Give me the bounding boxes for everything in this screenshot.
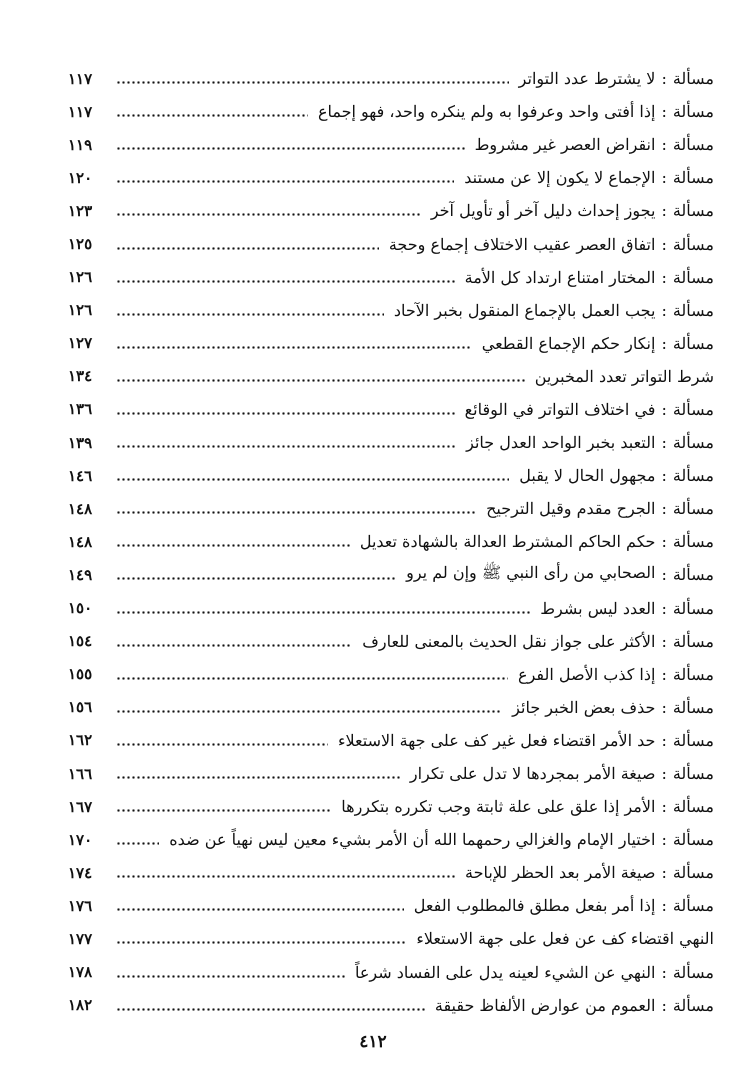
entry-page-number: ١٣٦ — [68, 400, 93, 419]
toc-entry — [68, 525, 714, 558]
entry-label: مسألة — [672, 267, 714, 287]
entry-label: مسألة — [672, 797, 714, 817]
entry-label: مسألة — [672, 499, 714, 519]
entry-label: مسألة — [672, 102, 714, 122]
entry-page-number: ١٦٧ — [68, 797, 93, 816]
dot-leader — [116, 147, 465, 150]
entry-title: الصحابي من رأى النبي ﷺ وإن لم يرو — [406, 563, 656, 583]
entry-title: الأمر إذا علق على علة ثابتة وجب تكرره بتكررها — [341, 797, 656, 817]
toc-entry — [68, 128, 714, 161]
entry-label: مسألة — [672, 532, 714, 552]
dot-leader — [116, 1008, 425, 1011]
toc-entry — [68, 658, 714, 691]
dot-leader — [116, 644, 352, 647]
entry-title: إذا كذب الأصل الفرع — [518, 664, 656, 684]
entry-page-number: ١١٧ — [68, 102, 93, 121]
toc-entry — [68, 823, 714, 856]
entry-page-number: ١٤٩ — [68, 565, 93, 584]
dot-leader — [116, 842, 159, 845]
entry-page-number: ١٣٤ — [68, 367, 93, 386]
dot-leader — [116, 180, 454, 183]
dot-leader — [116, 677, 508, 680]
entry-label: مسألة — [672, 399, 714, 419]
dot-leader — [116, 743, 328, 746]
toc-entry — [68, 393, 714, 426]
entry-label: مسألة — [672, 333, 714, 353]
toc-entry — [68, 194, 714, 227]
entry-title: إذا أفتى واحد وعرفوا به ولم ينكره واحد، فهو إجماع — [317, 102, 656, 122]
entry-page-number: ١٧٨ — [68, 963, 93, 982]
entry-separator: : — [661, 466, 667, 486]
entry-separator: : — [661, 499, 667, 519]
entry-label: مسألة — [672, 135, 714, 155]
entry-label: مسألة — [672, 697, 714, 717]
entry-separator: : — [661, 399, 667, 419]
entry-title: الإجماع لا يكون إلا عن مستند — [464, 168, 656, 188]
dot-leader — [116, 478, 509, 481]
entry-separator: : — [661, 730, 667, 750]
dot-leader — [116, 346, 472, 349]
toc-entry — [68, 95, 714, 128]
entry-separator: : — [661, 995, 667, 1015]
dot-leader — [116, 412, 455, 415]
entry-title: لا يشترط عدد التواتر — [518, 69, 656, 89]
entry-title: الأكثر على جواز نقل الحديث بالمعنى للعارف — [362, 631, 656, 651]
page-number: ٤١٢ — [359, 1032, 387, 1052]
toc-entry — [68, 62, 714, 95]
entry-label: مسألة — [672, 565, 714, 585]
entry-separator: : — [661, 565, 667, 585]
entry-label: مسألة — [672, 995, 714, 1015]
toc-entry — [68, 459, 714, 492]
entry-label: مسألة — [672, 69, 714, 89]
entry-page-number: ١٢٧ — [68, 334, 93, 353]
entry-title: العدد ليس بشرط — [540, 598, 656, 618]
entry-label: مسألة — [672, 830, 714, 850]
entry-page-number: ١٢٦ — [68, 301, 93, 320]
toc-entry — [68, 625, 714, 658]
entry-title: في اختلاف التواتر في الوقائع — [464, 399, 656, 419]
toc-entry — [68, 790, 714, 823]
entry-label: مسألة — [672, 631, 714, 651]
toc-entry — [68, 856, 714, 889]
entry-page-number: ١٧٦ — [68, 896, 93, 915]
entry-separator: : — [661, 830, 667, 850]
entry-page-number: ١٤٦ — [68, 466, 93, 485]
entry-separator: : — [661, 598, 667, 618]
toc-entry — [68, 227, 714, 260]
dot-leader — [116, 81, 509, 84]
entry-title: صيغة الأمر بعد الحظر للإباحة — [465, 863, 656, 883]
toc-entry — [68, 492, 714, 525]
toc-entry — [68, 592, 714, 625]
entry-page-number: ١٧٤ — [68, 863, 93, 882]
entry-title: النهي اقتضاء كف عن فعل على جهة الاستعلاء — [416, 929, 714, 949]
entry-title: يجب العمل بالإجماع المنقول بخبر الآحاد — [393, 300, 656, 320]
toc-entry — [68, 360, 714, 393]
entry-title: انقراض العصر غير مشروط — [474, 135, 656, 155]
dot-leader — [116, 280, 455, 283]
entry-label: مسألة — [672, 234, 714, 254]
entry-separator: : — [661, 697, 667, 717]
entry-title: حذف بعض الخبر جائز — [512, 697, 656, 717]
entry-separator: : — [661, 267, 667, 287]
entry-separator: : — [661, 333, 667, 353]
dot-leader — [116, 975, 345, 978]
toc-entry — [68, 889, 714, 922]
entry-title: حد الأمر اقتضاء فعل غير كف على جهة الاستعلاء — [337, 730, 656, 750]
entry-separator: : — [661, 135, 667, 155]
toc-entry — [68, 922, 714, 955]
toc-entry — [68, 327, 714, 360]
entry-page-number: ١٥٥ — [68, 665, 93, 684]
entry-label: مسألة — [672, 863, 714, 883]
dot-leader — [116, 379, 525, 382]
entry-page-number: ١٢٦ — [68, 268, 93, 287]
entry-title: المختار امتناع ارتداد كل الأمة — [464, 267, 656, 287]
dot-leader — [116, 544, 350, 547]
entry-title: إذا أمر بفعل مطلق فالمطلوب الفعل — [413, 896, 656, 916]
dot-leader — [116, 809, 331, 812]
entry-page-number: ١٤٨ — [68, 532, 93, 551]
entry-title: التعبد بخبر الواحد العدل جائز — [466, 433, 656, 453]
entry-page-number: ١٣٩ — [68, 433, 93, 452]
dot-leader — [116, 511, 476, 514]
entry-label: مسألة — [672, 201, 714, 221]
entry-separator: : — [661, 433, 667, 453]
dot-leader — [116, 941, 406, 944]
table-of-contents — [68, 62, 714, 1022]
dot-leader — [116, 247, 379, 250]
dot-leader — [116, 577, 396, 580]
entry-page-number: ١٧٠ — [68, 830, 93, 849]
dot-leader — [116, 213, 421, 216]
toc-entry — [68, 426, 714, 459]
entry-title: النهي عن الشيء لعينه يدل على الفساد شرعاً — [354, 962, 656, 982]
toc-entry — [68, 294, 714, 327]
entry-title: اختيار الإمام والغزالي رحمهما الله أن الأمر بشيء معين ليس نهياً عن ضده — [169, 830, 656, 850]
entry-label: مسألة — [672, 466, 714, 486]
dot-leader — [116, 611, 530, 614]
entry-separator: : — [661, 797, 667, 817]
entry-page-number: ١٢٣ — [68, 201, 93, 220]
entry-page-number: ١٤٨ — [68, 499, 93, 518]
entry-separator: : — [661, 863, 667, 883]
dot-leader — [116, 875, 455, 878]
toc-entry — [68, 161, 714, 194]
entry-label: مسألة — [672, 433, 714, 453]
toc-entry — [68, 558, 714, 591]
entry-page-number: ١٦٦ — [68, 764, 93, 783]
entry-separator: : — [661, 896, 667, 916]
entry-label: مسألة — [672, 598, 714, 618]
entry-title: الجرح مقدم وقيل الترجيح — [486, 499, 656, 519]
dot-leader — [116, 776, 400, 779]
entry-separator: : — [661, 168, 667, 188]
entry-page-number: ١١٧ — [68, 69, 93, 88]
entry-separator: : — [661, 234, 667, 254]
entry-page-number: ١٥٦ — [68, 698, 93, 717]
entry-separator: : — [661, 962, 667, 982]
entry-separator: : — [661, 664, 667, 684]
dot-leader — [116, 313, 384, 316]
toc-entry — [68, 989, 714, 1022]
entry-title: اتفاق العصر عقيب الاختلاف إجماع وحجة — [388, 234, 656, 254]
entry-separator: : — [661, 764, 667, 784]
entry-page-number: ١٦٢ — [68, 731, 93, 750]
entry-title: يجوز إحداث دليل آخر أو تأويل آخر — [430, 201, 656, 221]
dot-leader — [116, 710, 502, 713]
entry-page-number: ١٥٠ — [68, 599, 93, 618]
dot-leader — [116, 908, 404, 911]
entry-label: مسألة — [672, 300, 714, 320]
dot-leader — [116, 445, 456, 448]
entry-label: مسألة — [672, 664, 714, 684]
toc-entry — [68, 956, 714, 989]
entry-label: مسألة — [672, 896, 714, 916]
entry-separator: : — [661, 201, 667, 221]
entry-title: إنكار حكم الإجماع القطعي — [481, 333, 656, 353]
toc-entry — [68, 261, 714, 294]
entry-separator: : — [661, 300, 667, 320]
entry-separator: : — [661, 532, 667, 552]
entry-page-number: ١٥٤ — [68, 632, 93, 651]
entry-title: صيغة الأمر بمجردها لا تدل على تكرار — [409, 764, 656, 784]
entry-title: العموم من عوارض الألفاظ حقيقة — [434, 995, 656, 1015]
entry-separator: : — [661, 631, 667, 651]
entry-label: مسألة — [672, 962, 714, 982]
entry-label: مسألة — [672, 168, 714, 188]
entry-page-number: ١٢٠ — [68, 168, 93, 187]
entry-page-number: ١٢٥ — [68, 235, 93, 254]
toc-entry — [68, 691, 714, 724]
entry-separator: : — [661, 102, 667, 122]
toc-entry — [68, 724, 714, 757]
entry-title: شرط التواتر تعدد المخبرين — [534, 366, 714, 386]
toc-entry — [68, 757, 714, 790]
entry-label: مسألة — [672, 730, 714, 750]
dot-leader — [116, 114, 308, 117]
entry-title: مجهول الحال لا يقبل — [519, 466, 656, 486]
entry-page-number: ١٨٢ — [68, 996, 93, 1015]
entry-page-number: ١١٩ — [68, 135, 93, 154]
entry-title: حكم الحاكم المشترط العدالة بالشهادة تعديل — [359, 532, 656, 552]
entry-label: مسألة — [672, 764, 714, 784]
entry-separator: : — [661, 69, 667, 89]
entry-page-number: ١٧٧ — [68, 929, 93, 948]
